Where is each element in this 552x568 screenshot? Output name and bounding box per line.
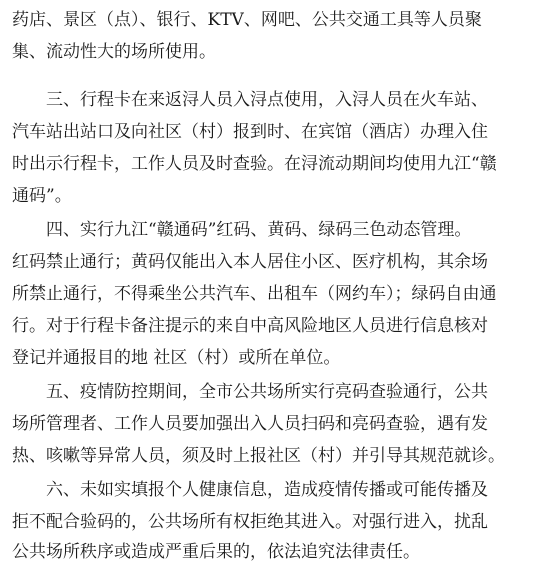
paragraph-3-line: 三、行程卡在来返浔人员入浔点使用，入浔人员在火车站、 xyxy=(46,90,488,110)
paragraph-5-line: 五、疫情防控期间，全市公共场所实行亮码查验通行，公共 xyxy=(46,382,488,402)
paragraph-5-line: 场所管理者、工作人员要加强出入人员扫码和亮码查验，遇有发 xyxy=(12,414,488,434)
paragraph-6-line: 六、未如实填报个人健康信息，造成疫情传播或可能传播及 xyxy=(46,480,488,500)
text-line: 药店、景区（点）、银行、KTV、网吧、公共交通工具等人员聚 xyxy=(12,10,482,30)
paragraph-4-line: 行。对于行程卡备注提示的来自中高风险地区人员进行信息核对 xyxy=(12,316,488,336)
paragraph-4-line: 四、实行九江“赣通码”红码、黄码、绿码三色动态管理。 xyxy=(46,220,472,240)
paragraph-5-line: 热、咳嗽等异常人员，须及时上报社区（村）并引导其规范就诊。 xyxy=(12,446,505,466)
paragraph-4-line: 红码禁止通行；黄码仅能出入本人居住小区、医疗机构，其余场 xyxy=(12,252,488,272)
paragraph-3-line: 通码”。 xyxy=(12,186,72,206)
paragraph-4-line: 登记并通报目的地 社区（村）或所在单位。 xyxy=(12,348,341,368)
paragraph-4-line: 所禁止通行，不得乘坐公共汽车、出租车（网约车）；绿码自由通 xyxy=(12,284,497,304)
paragraph-6-line: 拒不配合验码的，公共场所有权拒绝其进入。对强行进入，扰乱 xyxy=(12,512,488,532)
text-line: 集、流动性大的场所使用。 xyxy=(12,42,216,62)
paragraph-3-line: 时出示行程卡，工作人员及时查验。在浔流动期间均使用九江“赣 xyxy=(12,154,497,174)
paragraph-3-line: 汽车站出站口及向社区（村）报到时、在宾馆（酒店）办理入住 xyxy=(12,122,488,142)
paragraph-6-line: 公共场所秩序或造成严重后果的，依法追究法律责任。 xyxy=(12,542,420,562)
